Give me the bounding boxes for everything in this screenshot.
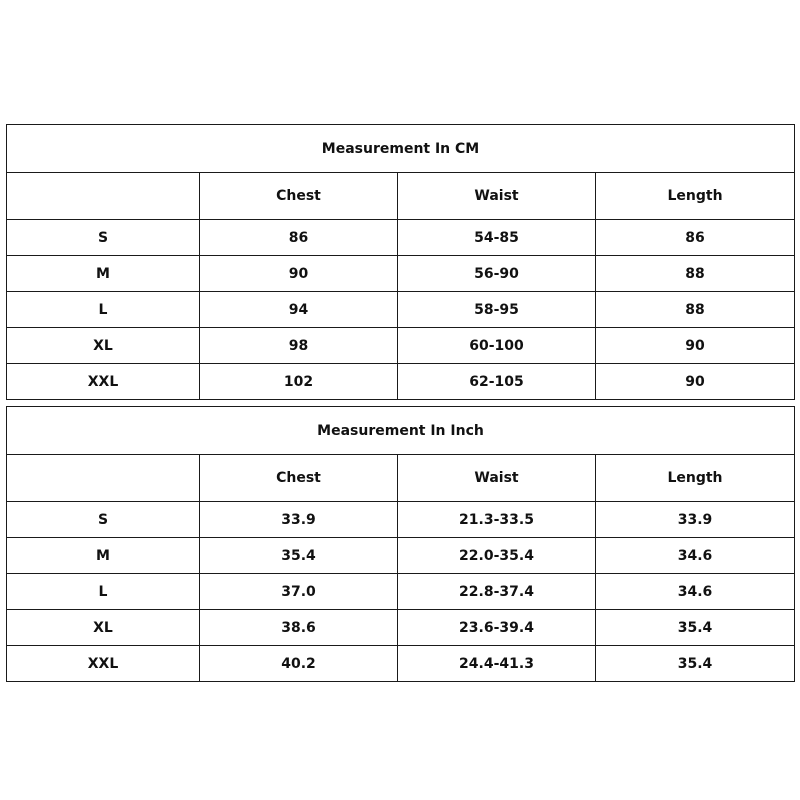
header-cell-chest: Chest [200,173,398,220]
waist-cell: 54-85 [398,220,596,256]
table-row [7,256,795,292]
size-cell: L [7,574,200,610]
table-row [7,364,795,400]
chest-cell: 94 [200,292,398,328]
waist-cell: 62-105 [398,364,596,400]
header-cell-length: Length [596,173,795,220]
waist-cell: 58-95 [398,292,596,328]
waist-cell: 21.3-33.5 [398,502,596,538]
waist-cell: 22.8-37.4 [398,574,596,610]
length-cell: 33.9 [596,502,795,538]
table-title: Measurement In CM [7,125,795,173]
length-cell: 88 [596,256,795,292]
size-table-inch [6,406,795,682]
chest-cell: 38.6 [200,610,398,646]
chest-cell: 102 [200,364,398,400]
length-cell: 35.4 [596,646,795,682]
length-cell: 90 [596,328,795,364]
waist-cell: 24.4-41.3 [398,646,596,682]
size-table-cm [6,124,795,400]
chest-cell: 40.2 [200,646,398,682]
length-cell: 34.6 [596,538,795,574]
table-row [7,538,795,574]
table-row [7,220,795,256]
size-cell: S [7,502,200,538]
table-row [7,292,795,328]
table-header-row [7,455,795,502]
length-cell: 90 [596,364,795,400]
header-cell-waist: Waist [398,455,596,502]
header-cell-chest: Chest [200,455,398,502]
size-cell: XXL [7,646,200,682]
waist-cell: 60-100 [398,328,596,364]
table-row [7,610,795,646]
length-cell: 34.6 [596,574,795,610]
size-cell: L [7,292,200,328]
chest-cell: 37.0 [200,574,398,610]
header-cell-size [7,173,200,220]
chest-cell: 90 [200,256,398,292]
size-cell: S [7,220,200,256]
table-header-row [7,173,795,220]
table-title-row [7,125,795,173]
table-title-row [7,407,795,455]
chest-cell: 98 [200,328,398,364]
header-cell-length: Length [596,455,795,502]
table-row [7,502,795,538]
size-cell: M [7,256,200,292]
size-cell: XL [7,328,200,364]
header-cell-waist: Waist [398,173,596,220]
length-cell: 35.4 [596,610,795,646]
size-cell: XXL [7,364,200,400]
size-cell: M [7,538,200,574]
length-cell: 86 [596,220,795,256]
waist-cell: 23.6-39.4 [398,610,596,646]
chest-cell: 86 [200,220,398,256]
header-cell-size [7,455,200,502]
chest-cell: 33.9 [200,502,398,538]
table-row [7,646,795,682]
length-cell: 88 [596,292,795,328]
size-cell: XL [7,610,200,646]
waist-cell: 56-90 [398,256,596,292]
table-row [7,574,795,610]
waist-cell: 22.0-35.4 [398,538,596,574]
chest-cell: 35.4 [200,538,398,574]
table-title: Measurement In Inch [7,407,795,455]
table-row [7,328,795,364]
